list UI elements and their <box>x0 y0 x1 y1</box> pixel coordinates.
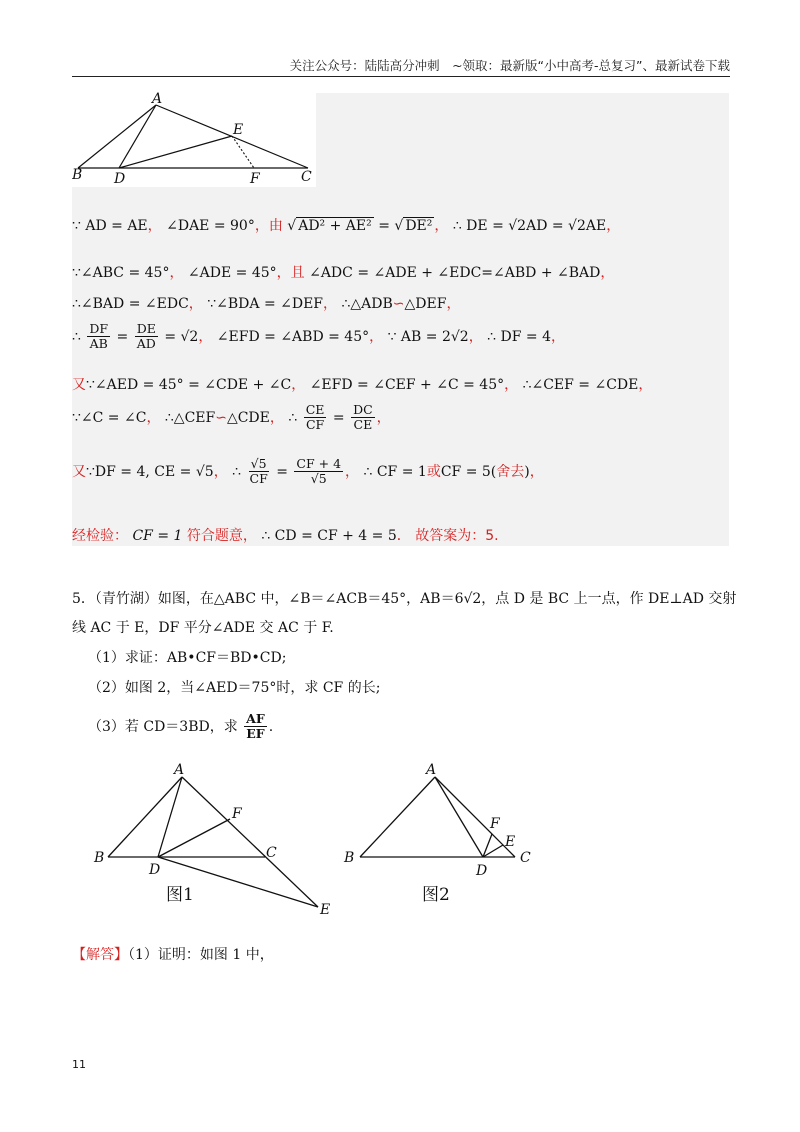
fig1-caption: 图1 <box>166 885 194 905</box>
fig1-label-c: C <box>266 845 277 861</box>
label-b: B <box>72 167 83 183</box>
solution-line-2: ∵∠ABC = 45°， ∠ADE = 45°，且 ∠ADC = ∠ADE + ∠EDC=∠ABD + ∠BAD， <box>72 265 615 281</box>
fig1-segment-ab <box>108 777 182 857</box>
label-f: F <box>250 171 260 187</box>
page-number: 11 <box>72 1058 86 1071</box>
fraction-cf4-sqrt5: $\frac{CF + 4}{√5}$ <box>296 456 342 487</box>
fraction-af-ef: $\frac{AF}{EF}$ <box>246 711 265 742</box>
problem-5-line-2: 线 AC 于 E，DF 平分∠ADE 交 AC 于 F. <box>72 620 334 636</box>
solution-line-8: 经检验： CF = 1 符合题意， ∴ CD = CF + 4 = 5． 故答案为：5. <box>72 528 499 544</box>
fraction-de-ad: $\frac{DE}{AD}$ <box>136 321 156 352</box>
fig2-label-b: B <box>344 850 355 866</box>
fig2-label-f: F <box>490 816 500 832</box>
problem-5-part-1: （1）求证：AB•CF＝BD•CD; <box>88 650 287 666</box>
label-d: D <box>114 171 126 187</box>
fig2-label-d: D <box>476 863 488 879</box>
problem-5-line-1: 5．（青竹湖）如图，在△ABC 中，∠B＝∠ACB＝45°，AB＝6√2，点 D 是 BC 上一点，作 DE⊥AD 交射 <box>72 591 737 607</box>
fig2-caption: 图2 <box>422 885 450 905</box>
fig1-label-b: B <box>94 850 105 866</box>
fig1-label-e: E <box>320 902 331 918</box>
fig1-label-d: D <box>149 862 161 878</box>
solution-line-7: 又∵DF = 4, CE = √5， ∴ $\frac{√5}{CF}$ = $\frac{CF + 4}{√5}$ ， ∴ CF = 1或CF = 5(舍去)， <box>72 456 544 487</box>
figure-top-diagram <box>72 92 316 187</box>
problem-5-part-2: （2）如图 2，当∠AED＝75°时，求 CF 的长; <box>88 680 381 696</box>
solution-line-5: 又∵∠AED = 45° = ∠CDE + ∠C， ∠EFD = ∠CEF + ∠C = 45°， ∴∠CEF = ∠CDE， <box>72 377 653 393</box>
fraction-df-ab: $\frac{DF}{AB}$ <box>89 321 109 352</box>
fig1-segment-ad <box>158 777 182 857</box>
fig2-label-a: A <box>426 762 437 778</box>
solution-line-6: ∵∠C = ∠C， ∴△CEF∽△CDE， ∴ $\frac{CE}{CF}$ = $\frac{DC}{CE}$ ， <box>72 402 391 433</box>
solution-line-1: ∵ AD = AE， ∠DAE = 90°，由 √ AD² + AE² = √ DE² ， ∴ DE = √2AD = √2AE， <box>72 218 621 234</box>
figure-1 <box>90 762 350 922</box>
fig1-label-a: A <box>174 762 185 778</box>
page-header: 关注公众号：陆陆高分冲刺 ~领取：最新版“小中高考-总复习”、最新试卷下载 <box>289 58 730 73</box>
fraction-dc-ce: $\frac{DC}{CE}$ <box>353 402 373 433</box>
fig1-segment-ae <box>182 777 318 907</box>
fraction-ce-cf: $\frac{CE}{CF}$ <box>305 402 325 433</box>
solution-line-4: ∴ $\frac{DF}{AB}$ = $\frac{DE}{AD}$ = √2， ∠EFD = ∠ABD = 45°， ∵ AB = 2√2， ∴ DF = 4， <box>72 321 565 352</box>
label-c: C <box>301 169 312 185</box>
answer-text: （1）证明：如图 1 中， <box>128 947 274 963</box>
figure-2 <box>340 762 540 912</box>
fig1-segment-df <box>158 819 230 857</box>
label-a: A <box>152 92 163 107</box>
fig2-label-e: E <box>505 834 516 850</box>
fig1-label-f: F <box>232 806 242 822</box>
label-e: E <box>233 122 244 138</box>
segment-ab <box>78 105 156 168</box>
problem-5-part-3: （3）若 CD＝3BD，求 $\frac{AF}{EF}$ . <box>88 711 274 742</box>
segment-de <box>119 136 232 168</box>
solution-line-3: ∴∠BAD = ∠EDC， ∵∠BDA = ∠DEF， ∴△ADB∽△DEF， <box>72 296 461 312</box>
answer-line <box>72 944 274 964</box>
figure-top <box>72 92 316 187</box>
answer-tag: 【解答】 <box>72 947 128 963</box>
fig2-label-c: C <box>520 850 531 866</box>
fig2-segment-ab <box>360 777 435 857</box>
fraction-sqrt5-cf: $\frac{√5}{CF}$ <box>249 456 268 487</box>
header-divider <box>72 76 730 77</box>
